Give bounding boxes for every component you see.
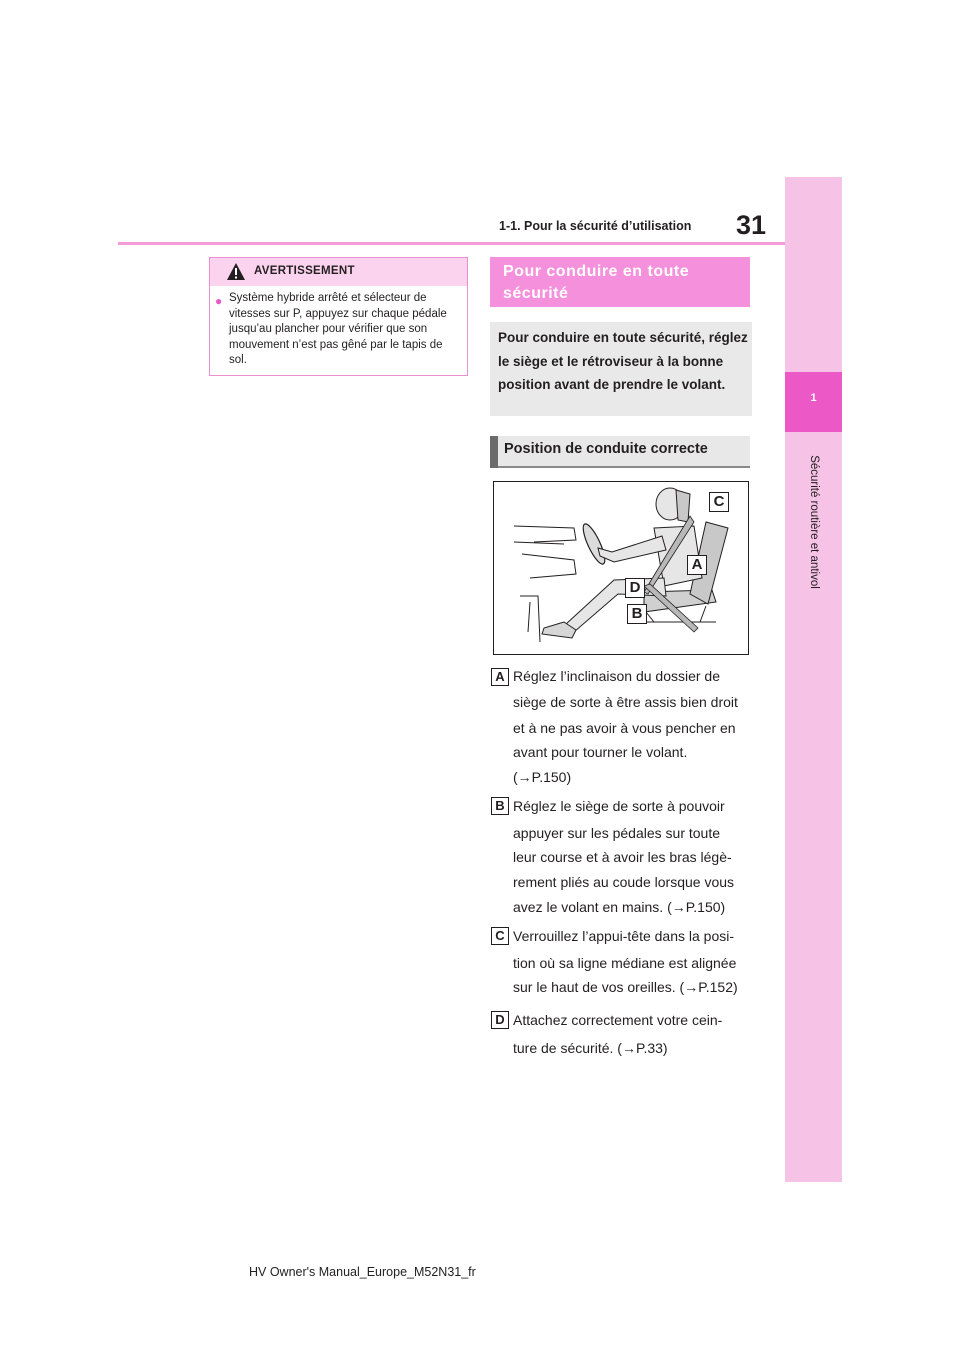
header-rule <box>118 242 785 245</box>
chapter-number: 1 <box>810 392 817 404</box>
item-b-line: avez le volant en mains. (→P.150) <box>513 899 726 915</box>
subheading-bar <box>490 436 498 468</box>
item-a-line: Réglez l’inclinaison du dossier de <box>513 668 721 684</box>
figure-label-d: D <box>625 578 645 598</box>
driving-position-figure <box>493 481 749 655</box>
item-letter-d: D <box>491 1011 509 1029</box>
figure-label-c: C <box>709 492 729 512</box>
item-c-line: Verrouillez l’appui-tête dans la posi- <box>513 928 735 944</box>
page-number: 31 <box>736 210 767 240</box>
section-header: 1-1. Pour la sécurité d’utilisation <box>499 219 692 233</box>
item-b-line: leur course et à avoir les bras légè- <box>513 849 732 865</box>
item-a-line: avant pour tourner le volant. <box>513 744 688 760</box>
item-a-line: (→P.150) <box>513 769 572 785</box>
subheading: Position de conduite correcte <box>504 441 708 457</box>
figure-label-a: A <box>687 555 707 575</box>
warning-triangle-icon <box>226 262 246 282</box>
figure-label-b: B <box>627 604 647 624</box>
item-d-line: Attachez correctement votre cein- <box>513 1012 723 1028</box>
item-a-line: siège de sorte à être assis bien droit <box>513 694 738 710</box>
item-a-line: et à ne pas avoir à vous pencher en <box>513 720 736 736</box>
section-title: Pour conduire en toute sécurité <box>503 263 690 302</box>
warning-bullet-icon: ● <box>215 294 223 308</box>
item-letter-b: B <box>491 797 509 815</box>
item-c-line: sur le haut de vos oreilles. (→P.152) <box>513 979 738 995</box>
warning-text: Système hybride arrêté et sélecteur de vitesses sur P, appuyez sur chaque pédale jusqu’au plancher pour vérifier que son mouvement n’est pas gêné par le tapis de sol. <box>229 292 447 367</box>
chapter-label: Sécurité routière et antivol <box>808 455 820 589</box>
footer-document-id: HV Owner's Manual_Europe_M52N31_fr <box>249 1265 476 1279</box>
item-d-line: ture de sécurité. (→P.33) <box>513 1040 668 1056</box>
warning-title: AVERTISSEMENT <box>254 265 355 277</box>
intro-text: Pour conduire en toute sécurité, réglez le siège et le rétroviseur à la bonne position avant de prendre le volant. <box>498 330 748 392</box>
item-b-line: appuyer sur les pédales sur toute <box>513 825 721 841</box>
chapter-side-tab <box>785 177 842 1182</box>
item-letter-a: A <box>491 668 509 686</box>
item-b-line: Réglez le siège de sorte à pouvoir <box>513 798 725 814</box>
item-c-line: tion où sa ligne médiane est alignée <box>513 955 737 971</box>
item-letter-c: C <box>491 927 509 945</box>
item-b-line: rement pliés au coude lorsque vous <box>513 874 735 890</box>
